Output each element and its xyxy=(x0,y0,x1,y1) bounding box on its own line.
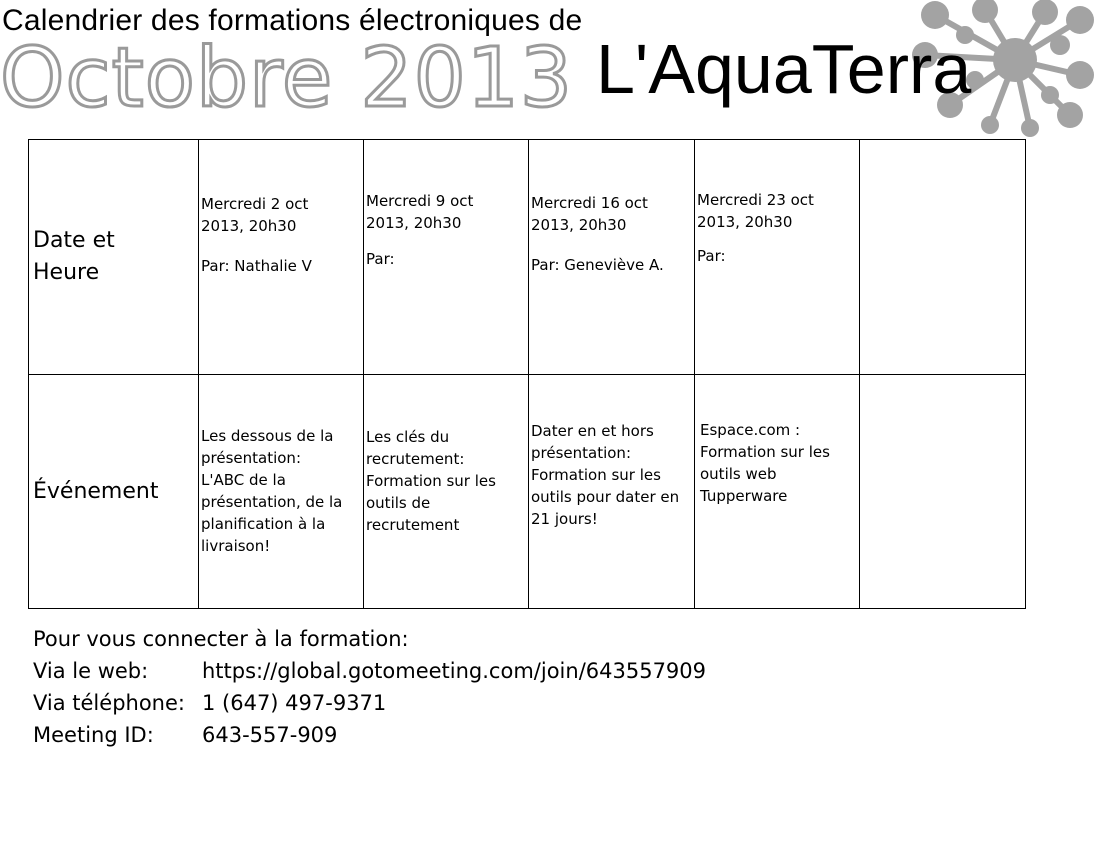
connection-heading: Pour vous connecter à la formation: xyxy=(33,627,409,651)
row-label-date: Date et Heure xyxy=(29,140,199,375)
date-row xyxy=(29,140,1026,375)
presenter: Par: Geneviève A. xyxy=(531,256,664,274)
web-label: Via le web: xyxy=(33,659,149,683)
date-cell: Mercredi 2 oct 2013, 20h30 Par: Nathalie V xyxy=(199,140,364,375)
month-heading: Octobre 2013 xyxy=(0,31,574,126)
web-url-link[interactable]: https://global.gotomeeting.com/join/643557909 xyxy=(202,659,707,683)
event-cell: Les clés du recrutement: Formation sur les outils de recrutement xyxy=(364,375,529,609)
brand-name: L'AquaTerra xyxy=(596,30,972,108)
presenter: Par: xyxy=(697,247,726,265)
date-cell: Mercredi 16 oct 2013, 20h30 Par: Geneviève A. xyxy=(529,140,695,375)
empty-cell xyxy=(860,375,1026,609)
presenter: Par: Nathalie V xyxy=(201,257,312,275)
document-title: Calendrier des formations électroniques de xyxy=(2,4,583,37)
event-cell: Dater en et hors présentation: Formation sur les outils pour dater en 21 jours! xyxy=(529,375,695,609)
date-cell: Mercredi 23 oct 2013, 20h30 Par: xyxy=(695,140,860,375)
phone-label: Via téléphone: xyxy=(33,691,185,715)
meeting-row xyxy=(33,719,706,751)
schedule-table xyxy=(28,139,1026,609)
date-cell: Mercredi 9 oct 2013, 20h30 Par: xyxy=(364,140,529,375)
connection-info xyxy=(33,623,706,751)
event-row xyxy=(29,375,1026,609)
event-cell: Espace.com : Formation sur les outils web Tupperware xyxy=(695,375,860,609)
meeting-label: Meeting ID: xyxy=(33,723,154,747)
presenter: Par: xyxy=(366,250,395,268)
empty-cell xyxy=(860,140,1026,375)
event-cell: Les dessous de la présentation: L'ABC de la présentation, de la planification à la livraison! xyxy=(199,375,364,609)
row-label-event: Événement xyxy=(29,375,199,609)
phone-row xyxy=(33,687,706,719)
web-row xyxy=(33,655,706,687)
phone-value: 1 (647) 497-9371 xyxy=(202,691,387,715)
meeting-id-value: 643-557-909 xyxy=(202,723,338,747)
